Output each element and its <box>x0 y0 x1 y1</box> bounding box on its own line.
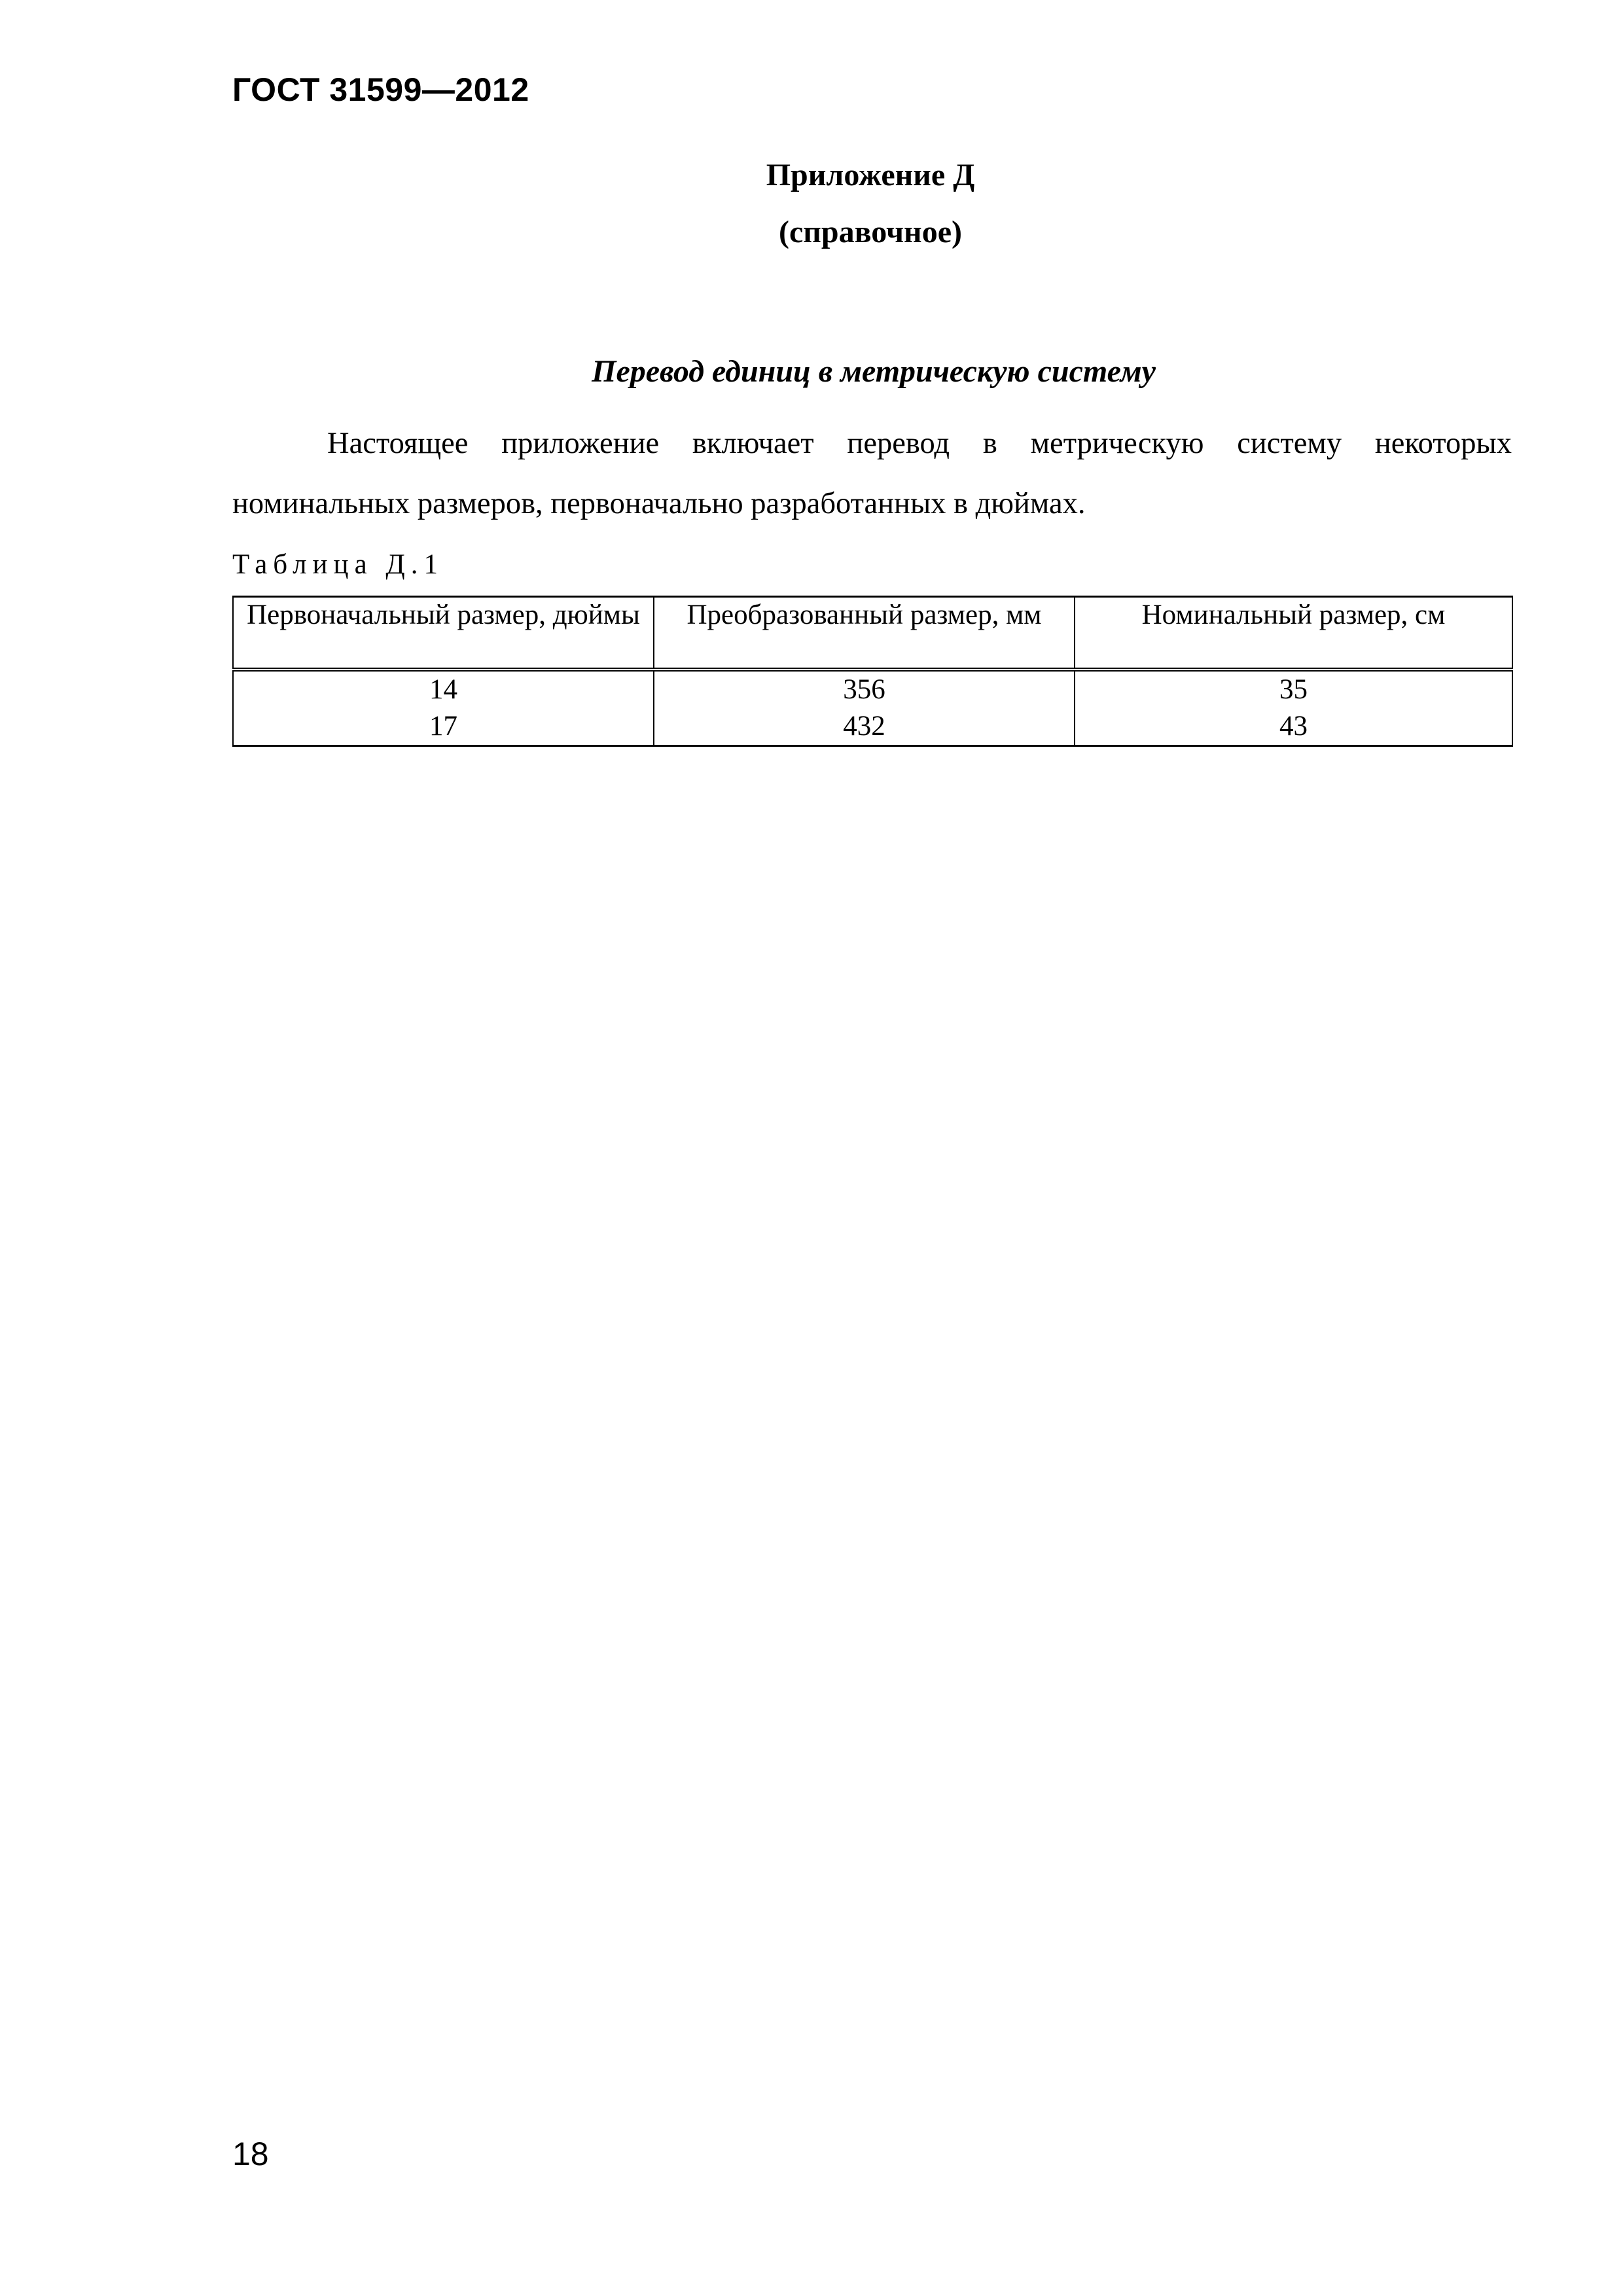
section-title: Перевод единиц в метрическую систему <box>592 354 1156 389</box>
appendix-title: Приложение Д <box>766 158 975 192</box>
column-header-original-size: Первоначальный размер, дюймы <box>233 597 654 670</box>
table-cell: 356 <box>654 670 1075 708</box>
table-row <box>233 708 1512 746</box>
table-row <box>233 670 1512 708</box>
appendix-status: (справочное) <box>778 215 962 249</box>
table-cell: 14 <box>233 670 654 708</box>
table-caption: Таблица Д.1 <box>232 549 444 580</box>
table-cell: 35 <box>1075 670 1512 708</box>
column-header-nominal-size: Номинальный размер, см <box>1075 597 1512 670</box>
table-cell: 43 <box>1075 708 1512 746</box>
table-cell: 17 <box>233 708 654 746</box>
conversion-table <box>232 596 1513 747</box>
column-header-converted-size: Преобразованный размер, мм <box>654 597 1075 670</box>
document-header: ГОСТ 31599—2012 <box>232 71 529 108</box>
page-number: 18 <box>232 2136 269 2172</box>
intro-paragraph: Настоящее приложение включает перевод в метрическую систему некоторых номинальных размеров, первоначально разработанных в дюймах. <box>232 427 1512 520</box>
table-cell: 432 <box>654 708 1075 746</box>
table-header-row <box>233 597 1512 670</box>
